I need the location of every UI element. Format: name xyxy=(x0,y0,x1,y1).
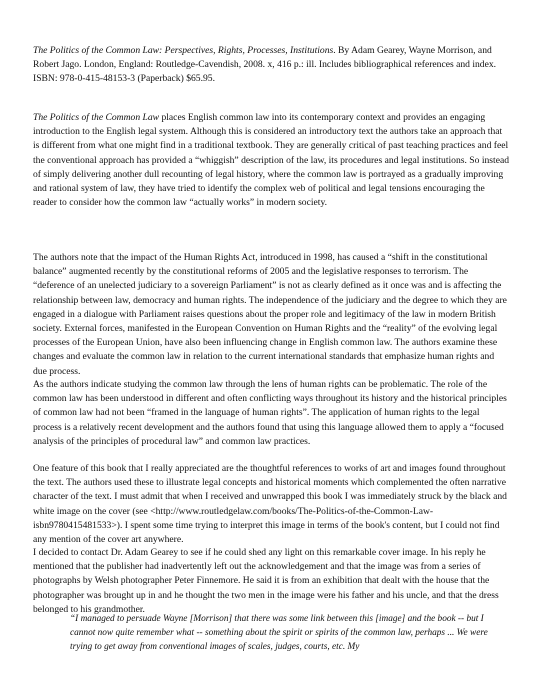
paragraph-human-rights-act: The authors note that the impact of the Human Rights Act, introduced in 1998, has caused a “shift in the constitutional balance” augmented recently by the constitutional reforms of 2005 and the legislative responses to terrorism. The “deference of an unelected judiciary to a sovereign Parliament” is not as clearly defined as it once was and is affecting the relationship between law, democracy and human rights. The independence of the judiciary and the degree to which they are engaged in a dialogue with Parliament raises questions about the proper role and legitimacy of the law in modern British society. External forces, manifested in the European Convention on Human Rights and the “reality” of the evolving legal processes of the European Union, have also been influencing change in English common law. The authors examine these changes and evaluate the common law in relation to the current international standards that emphasize human rights and due process. xyxy=(33,252,507,377)
paragraph-introduction-text: places English common law into its contemporary context and provides an engaging introduction to the English legal system. Although this is considered an introductory text the authors take an approach that is different from what one might find in a traditional textbook. They are generally critical of past teaching practices and feel the conventional approach has provided a “whiggish” description of the law, its procedures and legal institutions. So instead of simply delivering another dull recounting of legal history, where the common law is portrayed as a gradually improving and rational system of law, they have tried to identify the complex web of political and legal tensions encouraging the reader to consider how the common law “actually works” in modern society. xyxy=(33,112,510,209)
citation-details: . By Adam Gearey, Wayne Morrison, and Robert Jago. London, England: Routledge-Cavendish, 2008. x, 416 p.: ill. Includes bibliographical references and index. ISBN: 978-0-415-48153-3 (Paperback) $65.95. xyxy=(33,45,497,85)
blockquote-author-reply: “I managed to persuade Wayne [Morrison] that there was some link between this [image] and the book -- but I cannot now quite remember what -- something about the spirit or spirits of the common law, perhaps ... We were trying to get away from conventional images of scales, judges, courts, etc. My xyxy=(70,614,488,653)
citation-title: The Politics of the Common Law: Perspectives, Rights, Processes, Institutions xyxy=(33,45,334,56)
paragraph-human-rights-lens: As the authors indicate studying the common law through the lens of human rights can be problematic. The role of the common law has been understood in different and often conflicting ways throughout its history and the historical principles of common law had not been “framed in the language of human rights”. The application of human rights to the legal process is a relatively recent development and the authors found that using this language allowed them to apply a “focused analysis of the principles of procedural law” and common law practices. xyxy=(33,379,507,447)
paragraph-cover-image: I decided to contact Dr. Adam Gearey to see if he could shed any light on this remarkable cover image. In his reply he mentioned that the publisher had inadvertently left out the acknowledgement and that the image was from a series of photographs by Welsh photographer Peter Finnemore. He said it is from an exhibition that dealt with the house that the photographer was brought up in and he thought the two men in the image were his father and his uncle, and that the dress belonged to his grandmother. xyxy=(33,547,499,615)
citation xyxy=(33,44,509,87)
paragraph-introduction xyxy=(33,111,509,210)
paragraph-art-references: One feature of this book that I really appreciated are the thoughtful references to works of art and images found throughout the text. The authors used these to illustrate legal concepts and historical moments which complemented the often narrative character of the text. I must admit that when I received and unwrapped this book I was immediately struck by the black and white image on the cover (see <http://www.routledgelaw.com/books/The-Politics-of-the-Common-Law-isbn9780415481533>). I spent some time trying to interpret this image in terms of the book's content, but I could not find any mention of the cover art anywhere. xyxy=(33,463,507,546)
paragraph-introduction-title: The Politics of the Common Law xyxy=(33,112,160,123)
